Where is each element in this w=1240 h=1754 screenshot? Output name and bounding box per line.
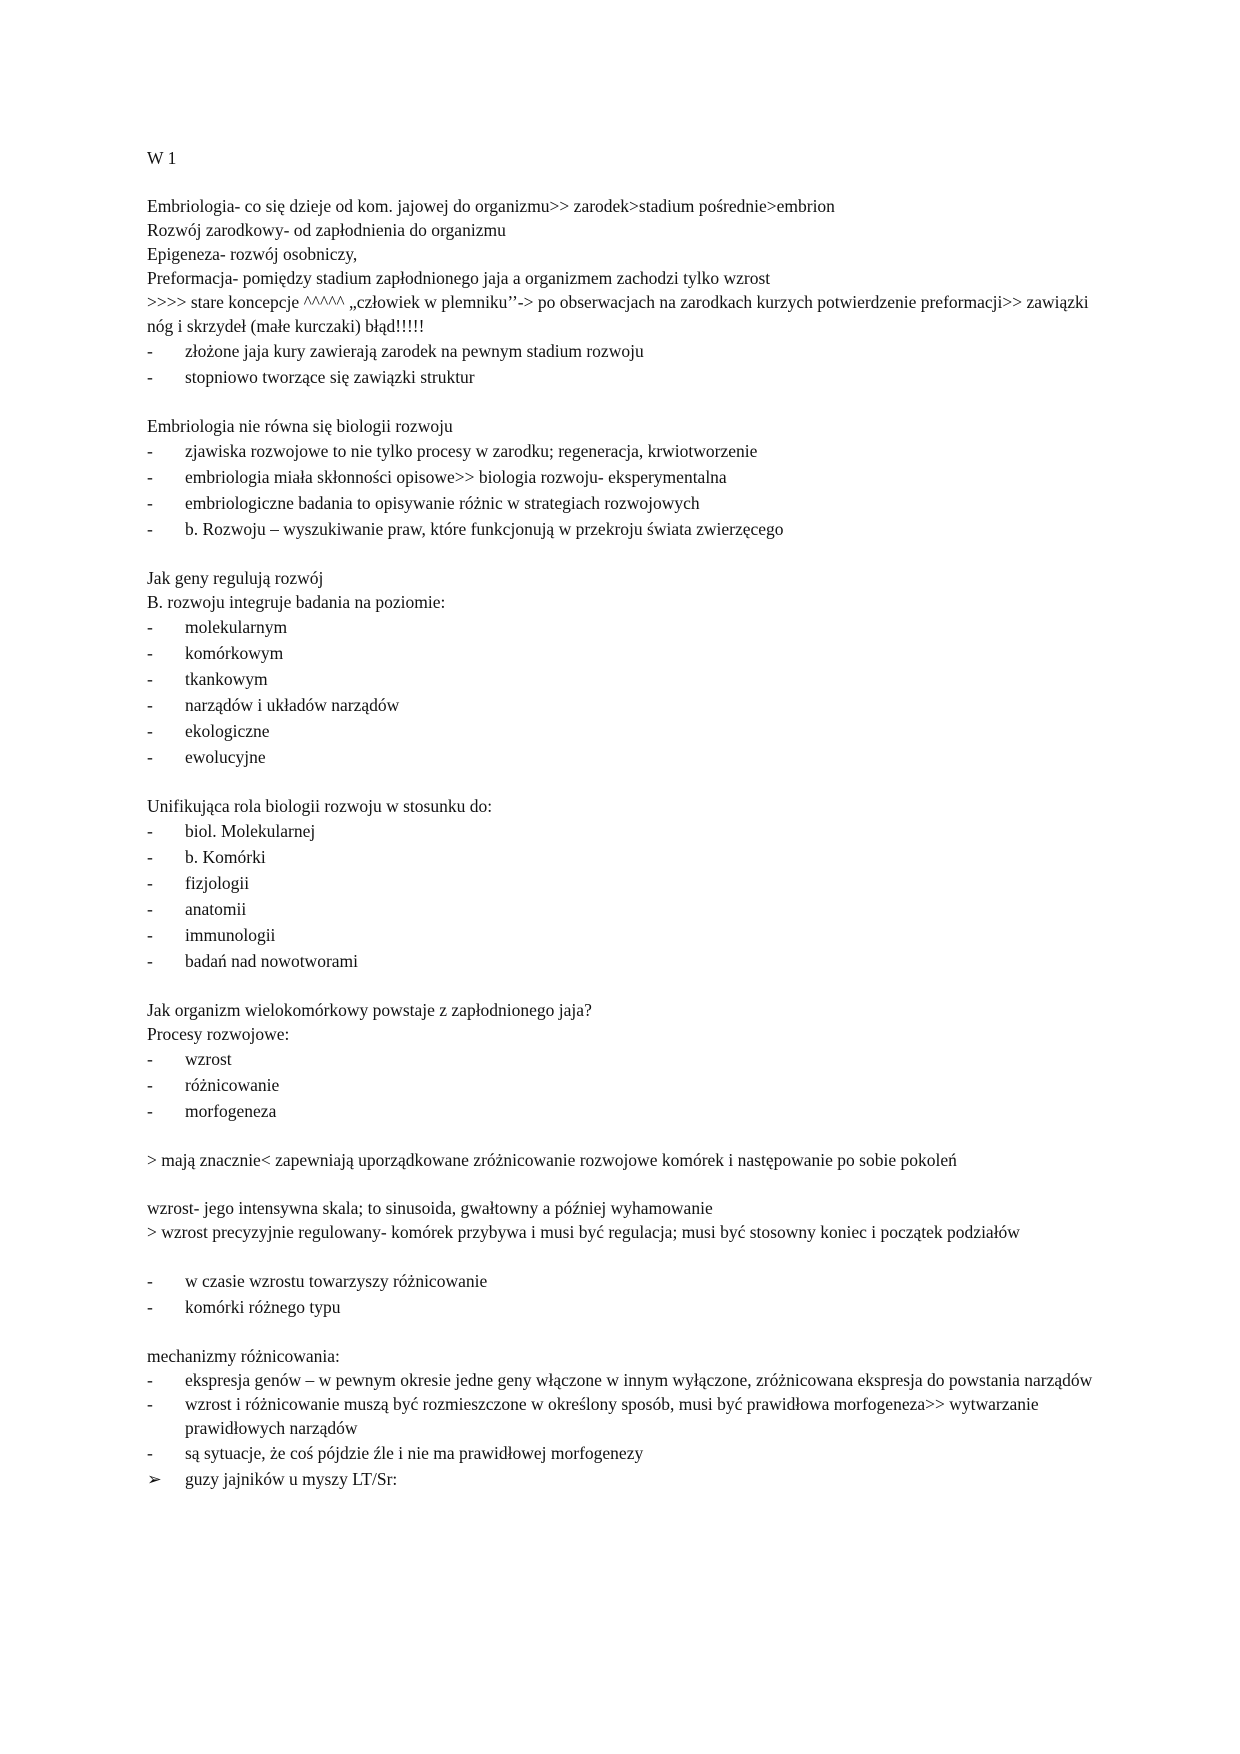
spacer [147,1320,1107,1344]
list-item-text: guzy jajników u myszy LT/Sr: [185,1469,398,1489]
list-item-text: embriologia miała skłonności opisowe>> biologia rozwoju- eksperymentalna [185,467,727,487]
list-item-text: są sytuacje, że coś pójdzie źle i nie ma prawidłowej morfogenezy [185,1443,644,1463]
section-heading: Jak geny regulują rozwój [147,568,324,588]
list-item-text: tkankowym [185,669,268,689]
spacer [147,542,1107,566]
list-item-text: komórki różnego typu [185,1297,341,1317]
spacer [147,1124,1107,1148]
list-item [147,1368,1107,1392]
list-item [147,718,1107,744]
section-heading: Unifikująca rola biologii rozwoju w stosunku do: [147,796,493,816]
intro-line: Epigeneza- rozwój osobniczy, [147,244,358,264]
intro-bullet-list [147,338,1107,390]
list-item [147,614,1107,640]
dash-marker: - [147,1297,153,1317]
dash-marker: - [147,367,153,387]
dash-marker: - [147,695,153,715]
dash-marker: - [147,1443,153,1463]
list-item [147,870,1107,896]
dash-marker: - [147,1075,153,1095]
paragraph: > mają znacznie< zapewniają uporządkowane zróżnicowanie rozwojowe komórek i następowanie po sobie pokoleń [147,1150,957,1170]
list-item-text: biol. Molekularnej [185,821,316,841]
spacer [147,390,1107,414]
list-item-text: ewolucyjne [185,747,266,767]
list-item-text: złożone jaja kury zawierają zarodek na pewnym stadium rozwoju [185,341,644,361]
list-item-text: w czasie wzrostu towarzyszy różnicowanie [185,1271,488,1291]
spacer [147,1172,1107,1196]
list-item-text: b. Rozwoju – wyszukiwanie praw, które funkcjonują w przekroju świata zwierzęcego [185,519,784,539]
dash-marker: - [147,1394,153,1414]
list-item-text: różnicowanie [185,1075,280,1095]
section-subheading: Procesy rozwojowe: [147,1024,290,1044]
spacer [147,770,1107,794]
dash-marker: - [147,643,153,663]
arrow-bullet-icon: ➢ [147,1469,162,1489]
growth-block [147,1196,1107,1244]
section-heading: Embriologia nie równa się biologii rozwoju [147,416,453,436]
intro-line: Rozwój zarodkowy- od zapłodnienia do organizmu [147,220,506,240]
section-heading: mechanizmy różnicowania: [147,1346,340,1366]
list-item [147,666,1107,692]
list-item [147,464,1107,490]
growth-bullet-list [147,1268,1107,1320]
dash-marker: - [147,847,153,867]
list-item [147,338,1107,364]
list-item-text: morfogeneza [185,1101,277,1121]
dash-marker: - [147,493,153,513]
list-item-text: badań nad nowotworami [185,951,359,971]
list-item [147,1098,1107,1124]
list-item [147,818,1107,844]
list-item-text: fizjologii [185,873,250,893]
document-title: W 1 [147,148,177,168]
list-item-text: molekularnym [185,617,288,637]
document-page [147,146,1107,1492]
list-item [147,896,1107,922]
dash-marker: - [147,873,153,893]
section-subheading: B. rozwoju integruje badania na poziomie: [147,592,446,612]
dash-marker: - [147,747,153,767]
list-item-text: wzrost [185,1049,232,1069]
dash-marker: - [147,441,153,461]
dash-marker: - [147,617,153,637]
list-item [147,692,1107,718]
dash-marker: - [147,899,153,919]
section-processes [147,998,1107,1124]
list-item-text: wzrost i różnicowanie muszą być rozmieszczone w określony sposób, musi być prawidłowa morfogeneza>> wytwarzanie prawidłowych narządów [185,1394,1039,1438]
list-item [147,1046,1107,1072]
dash-marker: - [147,925,153,945]
list-item [147,1466,1107,1492]
dash-marker: - [147,467,153,487]
spacer [147,974,1107,998]
section-heading: Jak organizm wielokomórkowy powstaje z zapłodnionego jaja? [147,1000,592,1020]
list-item [147,1072,1107,1098]
list-item [147,364,1107,390]
spacer [147,1244,1107,1268]
list-item-text: immunologii [185,925,276,945]
list-item-text: stopniowo tworzące się zawiązki struktur [185,367,475,387]
dash-marker: - [147,1370,153,1390]
section-unifying-role [147,794,1107,974]
list-item [147,1294,1107,1320]
paragraph-line: wzrost- jego intensywna skala; to sinusoida, gwałtowny a później wyhamowanie [147,1198,713,1218]
dash-marker: - [147,519,153,539]
dash-marker: - [147,669,153,689]
section-genes [147,566,1107,770]
list-item-text: embriologiczne badania to opisywanie różnic w strategiach rozwojowych [185,493,700,513]
section-embryology [147,414,1107,542]
list-item-text: ekspresja genów – w pewnym okresie jedne geny włączone w innym wyłączone, zróżnicowana ekspresja do powstania narządów [185,1370,1093,1390]
list-item [147,844,1107,870]
list-item [147,438,1107,464]
dash-marker: - [147,1101,153,1121]
dash-marker: - [147,1271,153,1291]
dash-marker: - [147,721,153,741]
intro-line: >>>> stare koncepcje ^^^^^ „człowiek w plemniku’’-> po obserwacjach na zarodkach kurzych potwierdzenie preformacji>> zawiązki nóg i skrzydeł (małe kurczaki) błąd!!!!! [147,292,1089,336]
list-item-text: ekologiczne [185,721,270,741]
dash-marker: - [147,1049,153,1069]
list-item [147,490,1107,516]
list-item-text: komórkowym [185,643,284,663]
intro-block [147,194,1107,338]
dash-marker: - [147,951,153,971]
paragraph-line: > wzrost precyzyjnie regulowany- komórek przybywa i musi być regulacja; musi być stosowny koniec i początek podziałów [147,1222,1020,1242]
intro-line: Preformacja- pomiędzy stadium zapłodnionego jaja a organizmem zachodzi tylko wzrost [147,268,771,288]
list-item-text: zjawiska rozwojowe to nie tylko procesy w zarodku; regeneracja, krwiotworzenie [185,441,758,461]
list-item-text: b. Komórki [185,847,266,867]
list-item [147,1392,1107,1440]
list-item [147,516,1107,542]
section-mechanisms [147,1344,1107,1492]
list-item [147,922,1107,948]
list-item-text: anatomii [185,899,247,919]
list-item [147,1268,1107,1294]
list-item [147,948,1107,974]
dash-marker: - [147,821,153,841]
list-item-text: narządów i układów narządów [185,695,400,715]
intro-line: Embriologia- co się dzieje od kom. jajowej do organizmu>> zarodek>stadium pośrednie>embrion [147,196,835,216]
dash-marker: - [147,341,153,361]
list-item [147,640,1107,666]
list-item [147,744,1107,770]
list-item [147,1440,1107,1466]
